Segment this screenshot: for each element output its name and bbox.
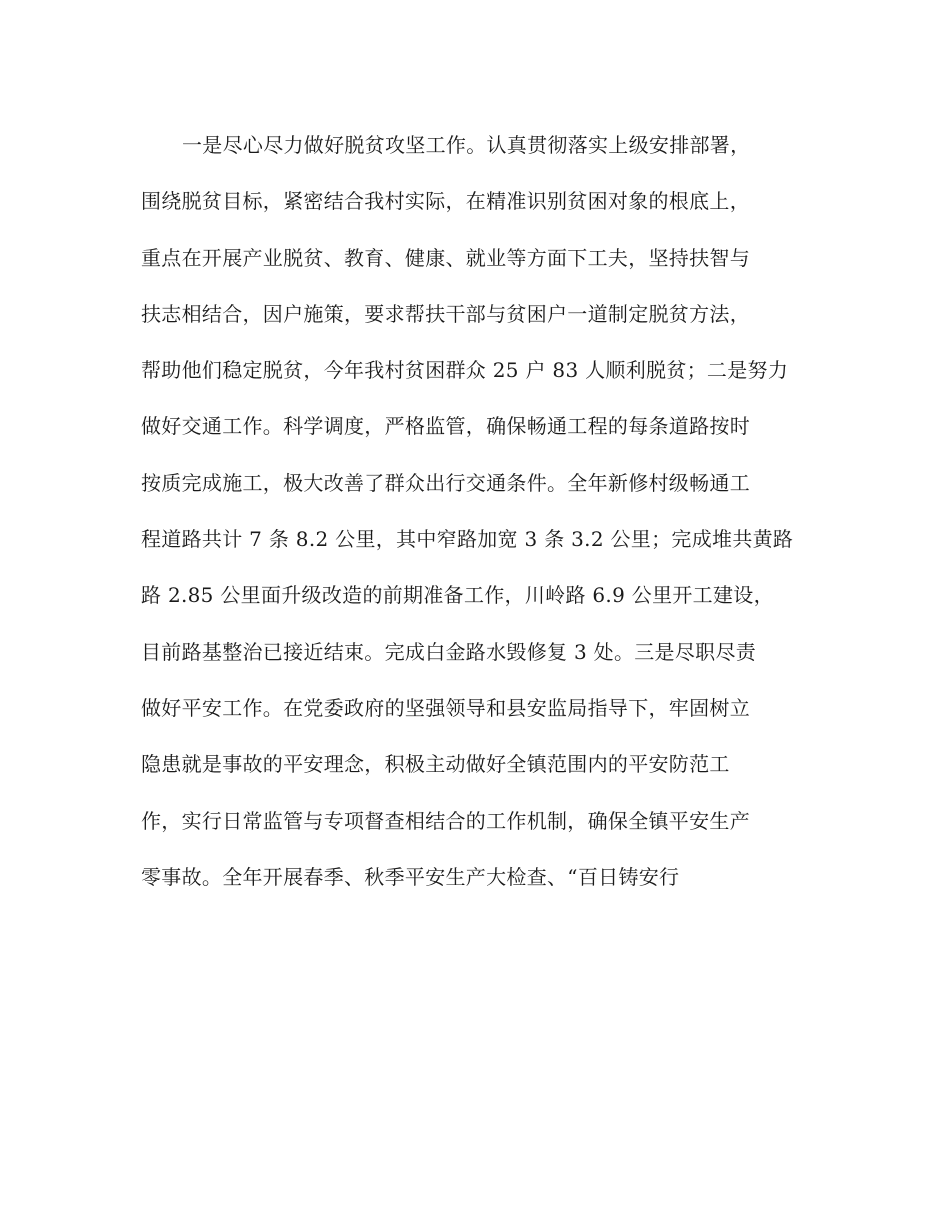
text-line: 一是尽心尽力做好脱贫攻坚工作。认真贯彻落实上级安排部署，: [182, 133, 751, 157]
text-line: 作，实行日常监管与专项督查相结合的工作机制，确保全镇平安生产: [141, 808, 750, 833]
text-line: 路 2.85 公里面升级改造的前期准备工作，川岭路 6.9 公里开工建设，: [141, 583, 774, 608]
text-line: 零事故。全年开展春季、秋季平安生产大检查、“百日铸安行: [141, 864, 680, 889]
text-line: 重点在开展产业脱贫、教育、健康、就业等方面下工夫，坚持扶智与: [141, 245, 750, 270]
body-paragraph: [141, 117, 821, 905]
text-line: 隐患就是事故的平安理念，积极主动做好全镇范围内的平安防范工: [141, 752, 730, 777]
text-line: 程道路共计 7 条 8.2 公里，其中窄路加宽 3 条 3.2 公里；完成堆共黄路: [141, 527, 794, 552]
text-line: 做好交通工作。科学调度，严格监管，确保畅通工程的每条道路按时: [141, 414, 750, 439]
text-line: 目前路基整治已接近结束。完成白金路水毁修复 3 处。三是尽职尽责: [141, 639, 757, 664]
text-line: 围绕脱贫目标，紧密结合我村实际，在精准识别贫困对象的根底上，: [141, 189, 750, 214]
text-line: 帮助他们稳定脱贫，今年我村贫困群众 25 户 83 人顺利脱贫；二是努力: [141, 358, 789, 383]
text-line: 按质完成施工，极大改善了群众出行交通条件。全年新修村级畅通工: [141, 470, 750, 495]
text-line: 做好平安工作。在党委政府的坚强领导和县安监局指导下，牢固树立: [141, 695, 750, 720]
text-line: 扶志相结合，因户施策，要求帮扶干部与贫困户一道制定脱贫方法，: [141, 301, 750, 326]
